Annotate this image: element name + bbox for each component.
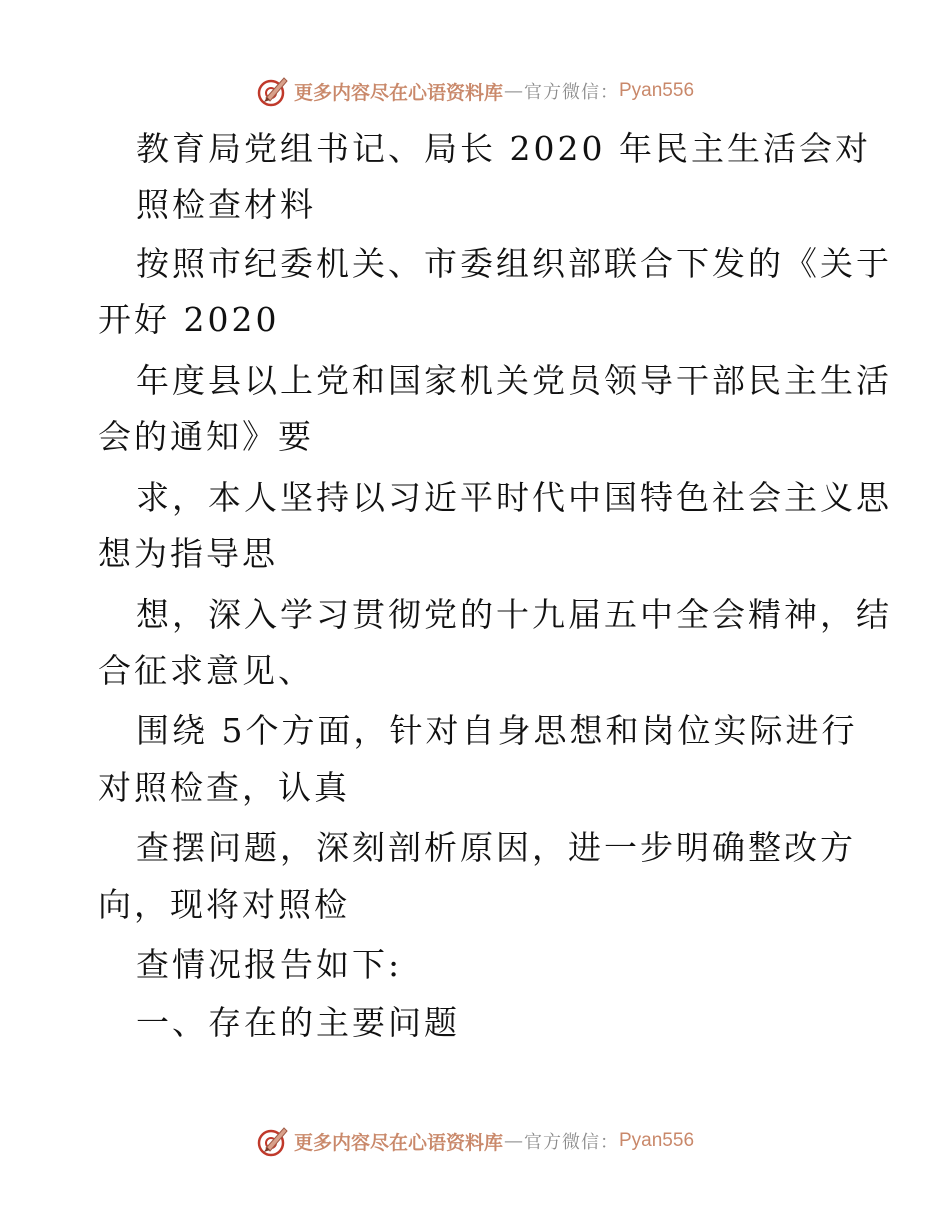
paragraph-line: 对照检查，认真 [98,768,350,807]
title-line-1: 教育局党组书记、局长 2020 年民主生活会对 [136,129,871,168]
quill-logo-icon [256,1124,290,1158]
watermark-dash: — [504,1130,523,1152]
paragraph-line: 查情况报告如下: [136,945,403,984]
paragraph-line: 按照市纪委机关、市委组织部联合下发的《关于 [136,244,892,283]
watermark-main-text: 更多内容尽在心语资料库 [293,1131,503,1154]
section-heading: 一、存在的主要问题 [136,1003,460,1042]
paragraph-line: 向，现将对照检 [98,885,350,924]
watermark-sub-text: 官方微信： [524,1132,619,1153]
paragraph-line: 会的通知》要 [98,417,314,456]
watermark-dash: — [504,80,523,102]
footer-watermark [0,1121,950,1161]
title-line-2: 照检查材料 [136,185,316,224]
watermark-wechat-id: Pyan556 [619,1130,695,1151]
watermark-main-text: 更多内容尽在心语资料库 [293,81,503,104]
paragraph-line: 查摆问题，深刻剖析原因，进一步明确整改方 [136,828,856,867]
paragraph-line: 想，深入学习贯彻党的十九届五中全会精神，结 [136,595,892,634]
paragraph-line: 围绕 5个方面，针对自身思想和岗位实际进行 [136,711,858,750]
paragraph-line: 合征求意见、 [98,651,314,690]
watermark-wechat-id: Pyan556 [619,80,695,101]
header-watermark [0,71,950,111]
paragraph-line: 开好 2020 [98,300,280,339]
paragraph-line: 年度县以上党和国家机关党员领导干部民主生活 [136,361,892,400]
paragraph-line: 求，本人坚持以习近平时代中国特色社会主义思 [136,478,892,517]
quill-logo-icon [256,74,290,108]
watermark-sub-text: 官方微信： [524,82,619,103]
paragraph-line: 想为指导思 [98,534,278,573]
